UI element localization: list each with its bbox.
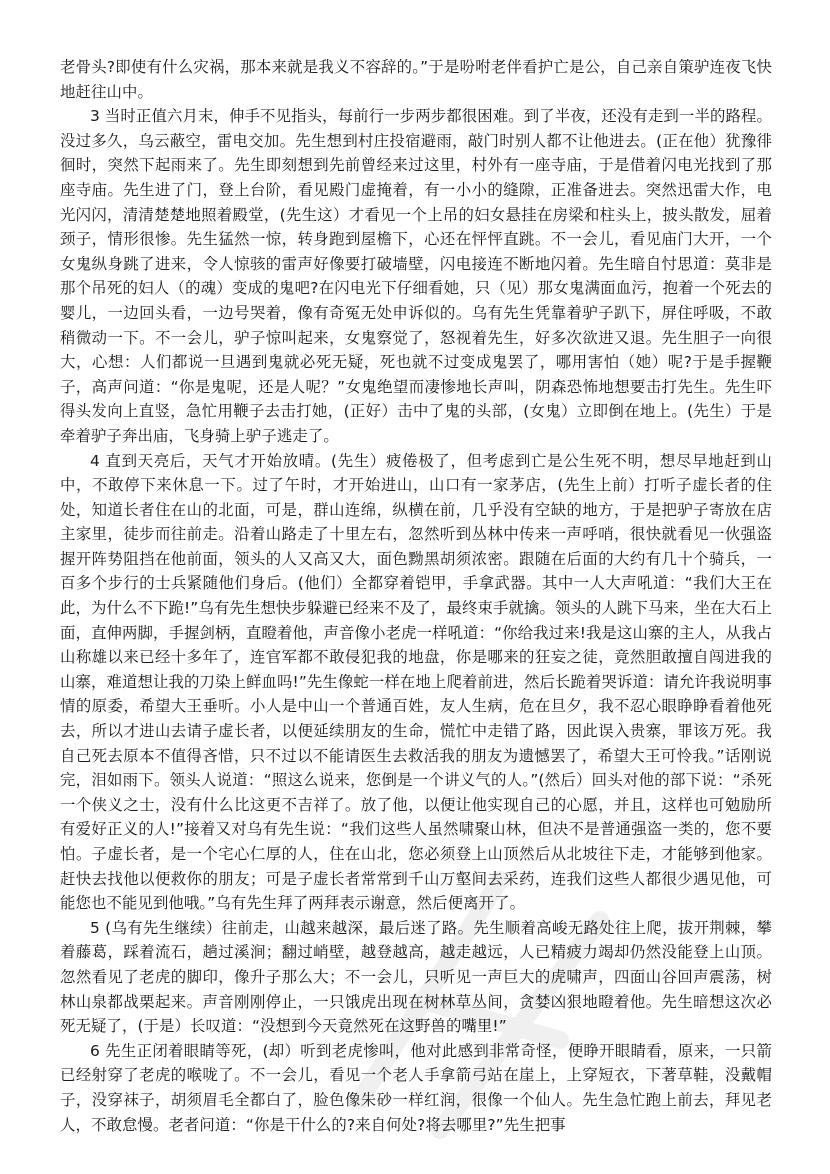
paragraph: 4 直到天亮后，天气才开始放晴。(先生）疲倦极了，但考虑到亡是公生死不明，想尽早地赶到山中，不敢停下来休息一下。过了午时，才开始进山，山口有一家茅店，(先生上前）打听子虚长者的住处，知道长者住在山的北面，可是，群山连绵，纵横在前，几乎没有空缺的地方，于是把驴子寄放在店主家里，徒步而往前走。沿着山路走了十里左右，忽然听到丛林中传来一声呼哨，很快就看见一伙强盗握开阵势阻挡在他前面，领头的人又高又大，面色黝黑胡须浓密。跟随在后面的大约有几十个骑兵，一百多个步行的士兵紧随他们身后。(他们）全都穿着铠甲，手拿武器。其中一人大声吼道：“我们大王在此，为什么不下跪!”乌有先生想快步躲避已经来不及了，最终束手就擒。领头的人跳下马来，坐在大石上面，直伸两脚，手握剑柄，直瞪着他，声音像小老虎一样吼道：“你给我过来!我是这山寨的主人，从我占山称雄以来已经十多年了，连官军都不敢侵犯我的地盘，你是哪来的狂妄之徒，竟然胆敢擅自闯进我的山寨，难道想让我的刀染上鲜血吗!”先生像蛇一样在地上爬着前进，然后长跪着哭诉道：请允许我说明事情的原委，希望大王垂听。小人是中山一个普通百姓，友人生病，危在旦夕，我不忍心眼睁睁看着他死去，所以才进山去请子虚长者，以便延续朋友的生命，慌忙中走错了路，因此误入贵寨，罪该万死。我自己死去原本不值得吝惜，只不过以不能请医生去救活我的朋友为遗憾罢了，希望大王可怜我。”话刚说完，泪如雨下。领头人说道：“照这么说来，您倒是一个讲义气的人。”(然后）回头对他的部下说：“杀死一个侠义之士，没有什么比这更不吉祥了。放了他，以便让他实现自己的心愿，并且，这样也可勉励所有爱好正义的人!”接着又对乌有先生说：“我们这些人虽然啸聚山林，但决不是普通强盗一类的，您不要怕。子虚长者，是一个宅心仁厚的人，住在山北，您必须登上山顶然后从北坡往下走，才能够到他家。赶快去找他以便救你的朋友；可是子虚长者常常到千山万壑间去采药，连我们这些人都很少遇见他，可能您也不能见到他哦。”乌有先生拜了两拜表示谢意，然后便离开了。 xyxy=(60,451,772,913)
paragraph: 6 先生正闭着眼睛等死，(却）听到老虎惨叫，他对此感到非常奇怪，便睁开眼睛看，原来，一只箭已经射穿了老虎的喉咙了。不一会儿，看见一个老人手拿箭弓站在崖上，上穿短衣，下著草鞋，没戴帽子，没穿袜子，胡须眉毛全都白了，脸色像朱砂一样红润，很像一个仙人。先生急忙跑上前去，拜见老人，不敢怠慢。老者问道：“你是干什么的?来自何处?将去哪里?”先生把事 xyxy=(60,1041,772,1134)
body-text xyxy=(60,55,772,1137)
paragraph: 老骨头?即使有什么灾祸，那本来就是我义不容辞的。”于是吩咐老伴看护亡是公，自己亲自策驴连夜飞快地赶往山中。 xyxy=(60,58,772,101)
paragraph: 3 当时正值六月末，伸手不见指头，每前行一步两步都很困难。到了半夜，还没有走到一半的路程。没过多久，乌云蔽空，雷电交加。先生想到村庄投宿避雨，敲门时别人都不让他进去。(正在他）犹豫徘徊时，突然下起雨来了。先生即刻想到先前曾经来过这里，村外有一座寺庙，于是借着闪电光找到了那座寺庙。先生进了门，登上台阶，看见殿门虚掩着，有一小小的缝隙，正准备进去。突然迅雷大作，电光闪闪，清清楚楚地照着殿堂，(先生这）才看见一个上吊的妇女悬挂在房梁和柱头上，披头散发，屈着颈子，情形很惨。先生猛然一惊，转身跑到屋檐下，心还在怦怦直跳。不一会儿，看见庙门大开，一个女鬼纵身跳了进来，令人惊骇的雷声好像要打破墙壁，闪电接连不断地闪着。先生暗自忖思道：莫非是那个吊死的妇人（的魂）变成的鬼吧?在闪电光下仔细看她，只（见）那女鬼满面血污，抱着一个死去的婴儿，一边回头看，一边号哭着，像有奇冤无处申诉似的。乌有先生凭靠着驴子趴下，屏住呼吸，不敢稍微动一下。不一会儿，驴子惊叫起来，女鬼察觉了，怒视着先生，好多次欲进又退。先生胆子一向很大，心想：人们都说一旦遇到鬼就必死无疑，死也就不过变成鬼罢了，哪用害怕（她）呢?于是手握鞭子，高声问道：“你是鬼呢，还是人呢？”女鬼绝望而凄惨地长声叫，阴森恐怖地想要击打先生。先生吓得头发向上直竖，急忙用鞭子去击打她，(正好）击中了鬼的头部，(女鬼）立即倒在地上。(先生）于是牵着驴子奔出庙，飞身骑上驴子逃走了。 xyxy=(60,107,772,445)
paragraph: 5 (乌有先生继续）往前走，山越来越深，最后迷了路。先生顺着高峻无路处往上爬，拔开荆棘，攀着藤葛，踩着流石，趟过溪涧；翻过峭壁，越登越高，越走越远，人已精疲力竭却仍然没能登上山顶。忽然看见了老虎的脚印，像升子那么大；不一会儿，只听见一声巨大的虎啸声，四面山谷回声震荡，树林山泉都战栗起来。声音刚刚停止，一只饿虎出现在树林草丛间，贪婪凶狠地瞪着他。先生暗想这次必死无疑了，(于是）长叹道：“没想到今天竟然死在这野兽的嘴里!” xyxy=(60,918,772,1036)
